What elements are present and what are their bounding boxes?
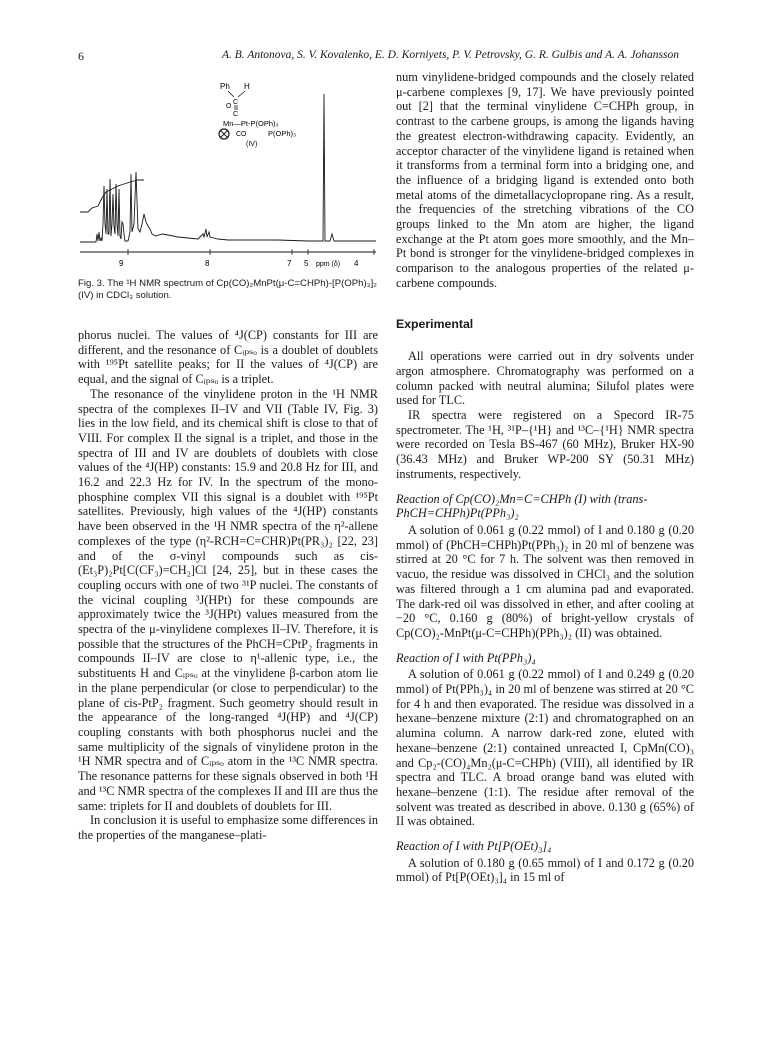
right-paragraph-5: A solution of 0.061 g (0.22 mmol) of I and 0.249 g (0.20 mmol) of Pt(PPh₃)₄ in 20 ml of benzene was stirred at 20 °C for 4 h and then evaporated. The residue was dissolved in a hexane–benzene mixture (2:1) and chromatographed on an alumina column. A narrow dark-red zone, eluted with hexane–benzene (2:1) contained unreacted I, CpMn(CO)₃ and Cp₂-(CO)₄Mn₂(μ-C=CHPh) (VIII), all identified by IR spectra and TLC. A broad orange band was eluted with hexane–benzene (1:1). The residue after removal of the solvent was treated as described in above. 0.130 g (65%) of II was obtained.: [396, 667, 694, 829]
right-column: [396, 70, 694, 885]
structure-h: H: [244, 82, 250, 91]
tick-9: 9: [119, 259, 124, 268]
right-paragraph-3: IR spectra were registered on a Specord IR-75 spectrometer. The ¹H, ³¹P–{¹H} and ¹³C–{¹H} NMR spectra were recorded on Tesla BS-467 (60 MHz), Bruker HX-90 (36.43 MHz) and Bruker WP-200 SY (50.31 MHz) instruments, respectively.: [396, 408, 694, 481]
section-heading: Experimental: [396, 316, 474, 331]
running-head: A. B. Antonova, S. V. Kovalenko, E. D. Korniyets, P. V. Petrovsky, G. R. Gulbis and A. A. Johansson: [222, 49, 679, 61]
structure-c-lower: C: [233, 111, 239, 118]
tick-4: 4: [354, 259, 359, 268]
structure-co: CO: [236, 131, 247, 138]
tick-8: 8: [205, 259, 210, 268]
axis-unit: ppm (δ): [316, 261, 341, 268]
left-paragraph-3: In conclusion it is useful to emphasize some differences in the properties of the manganese–plati-: [78, 813, 378, 842]
subheading-1: Reaction of Cp(CO)₂Mn=C=CHPh (I) with (trans-PhCH=CHPh)Pt(PPh₃)₂: [396, 491, 648, 521]
tick-5: 5: [304, 259, 309, 268]
nmr-spectrum-figure: [78, 74, 378, 274]
structure-ph: Ph: [220, 82, 230, 91]
structure-mn-pt: Mn—Pt-P(OPh)₃: [223, 119, 279, 128]
left-paragraph-1: phorus nuclei. The values of ⁴J(CP) constants for III are different, and the resonance of Cᵢₚₛₒ is a doublet of doublets with ¹⁹⁵Pt satellite peaks; for II the values of ⁴J(CP) are equal, and the signal of Cᵢₚₛₒ is a triplet.: [78, 328, 378, 387]
right-paragraph-4: A solution of 0.061 g (0.22 mmol) of I and 0.180 g (0.20 mmol) of (PhCH=CHPh)Pt(PPh₃)₂ in 20 ml of benzene was stirred at 20 °C for 7 h. The solvent was then removed in vacuo, the residue was dissolved in CHCl₃ and the solution was filtered through a 1 cm alumina pad and evaporated. The dark-red oil was dissolved in ether, and after cooling at −20 °C, 0.160 g (80%) of bright-yellow crystals of Cp(CO)₂-MnPt(μ-C=CHPh)(PPh₃)₂ (II) was obtained.: [396, 522, 694, 640]
left-paragraph-2: The resonance of the vinylidene proton in the ¹H NMR spectra of the complexes II–IV and VII (Table IV, Fig. 3) lies in the low field, and its chemical shift is close to that of VIII. For complex II the signal is a triplet, and those in the spectra of III and IV are doublets of doublets with close values of the ⁴J(HP) constants: 15.9 and 20.8 Hz for III, and 16.2 and 22.3 Hz for IV. In the spectrum of the mono-phosphine complex VII this signal is a doublet with ¹⁹⁵Pt satellites. Previously, high values of the ⁴J(HP) constants have been observed in the ¹H NMR spectra of the η²-allene complexes of the type (η²-RCH=C=CHR)Pt(PR₃)₂ [22, 23] and of the σ-vinyl compounds such as cis-(Et₃P)₂Pt[C(CF₃)=CH₂]Cl [24, 25], but in these cases the coupling occurs with one of two ³¹P nuclei. The constants of the vicinal coupling ³J(HPt) for these compounds are approximately twice the ³J(HPt) values measured from the spectra of the μ-vinylidene complexes II–IV. Therefore, it is possible that the structures of the PhCH=CPtP₂ fragments in compounds II–IV are close to η¹-allenic type, i.e., the substituents H and Cᵢₚₛₒ at the vinylidene β-carbon atom lie in the plane perpendicular (or close to perpendicular) to the plane of cis-PtP₂ fragment. Such geometry should result in the appearance of the long-ranged ⁴J(HP) and ⁴J(CP) coupling constants with both phosphorus nuclei and the same multiplicity of the signals of vinylidene proton in the ¹H NMR spectra and of Cᵢₚₛₒ atom in the ¹³C NMR spectra. The resonance patterns for these signals observed in both ¹H and ¹³C NMR spectra of the complexes II and III are thus the same: triplets for II and doublets of doublets for III.: [78, 386, 378, 813]
right-paragraph-6: A solution of 0.180 g (0.65 mmol) of I and 0.172 g (0.20 mmol) of Pt[P(OEt)₃]₄ in 15 ml of: [396, 855, 694, 885]
left-column: [78, 328, 378, 843]
structure-pop: P(OPh)₃: [268, 129, 297, 138]
spectrum-trace: [80, 94, 376, 242]
figure-caption: Fig. 3. The ¹H NMR spectrum of Cp(CO)₂MnPt(μ-C=CHPh)-[P(OPh)₃]₂ (IV) in CDCl₃ solution.: [78, 278, 377, 302]
nmr-spectrum-plot: [78, 74, 378, 274]
structure-label: (IV): [246, 141, 258, 148]
structure-o: O: [226, 103, 232, 110]
structure-c-upper: C: [233, 99, 239, 106]
right-paragraph-2: All operations were carried out in dry solvents under argon atmosphere. Chromatography was performed on a column packed with neutral alumina; Silufol plates were used for TLC.: [396, 349, 694, 408]
subheading-3: Reaction of I with Pt[P(OEt)₃]₄: [396, 839, 552, 854]
subheading-2: Reaction of I with Pt(PPh₃)₄: [396, 650, 536, 665]
right-paragraph-1: num vinylidene-bridged compounds and the closely related μ-carbene complexes [9, 17]. We have previously pointed out [2] that the terminal vinylidene C=CHPh group, in contrast to the carbene groups, is among the ligands having the greatest electron-withdrawing capacity. Evidently, an acceptor character of the vinylidene ligand is retained when it transforms from a terminal form into a bridging one, and the influence of a bridging ligand is extended onto both metal atoms of the dimetallacyclopropane ring. As a result, the frequencies of the stretching vibrations of the CO groups linked to the Mn atom are higher, the ligand exchange at the Pt atom goes more smoothly, and the Mn–Pt bond is stronger for the vinylidene-bridged complexes in comparison to the analogous properties of the related μ-carbene compounds.: [396, 70, 694, 290]
page-number: 6: [78, 49, 84, 63]
tick-7: 7: [287, 259, 292, 268]
